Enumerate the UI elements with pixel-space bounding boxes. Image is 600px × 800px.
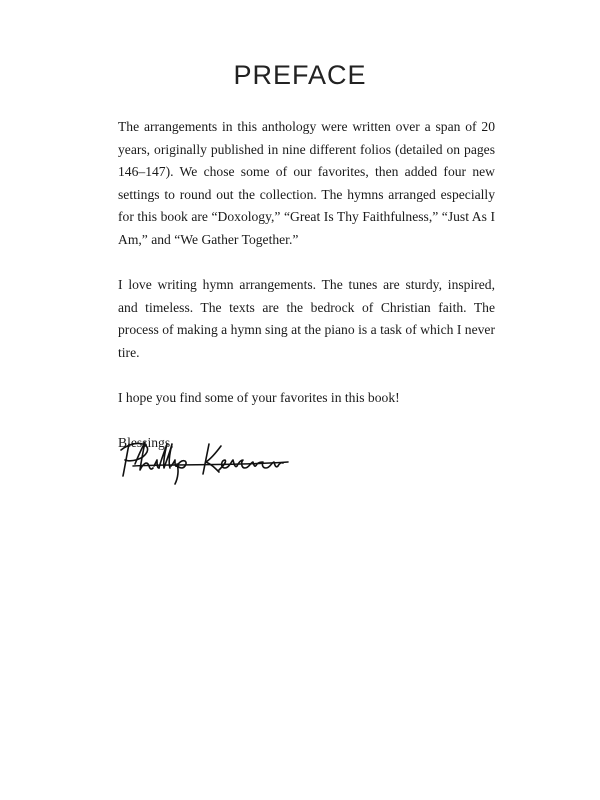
paragraph-3: I hope you find some of your favorites in this book! xyxy=(118,390,400,406)
page-title: PREFACE xyxy=(233,60,367,90)
closing-salutation: Blessings, xyxy=(118,435,174,451)
preface-body xyxy=(118,116,495,478)
handwritten-signature xyxy=(113,436,293,486)
paragraph-2: I love writing hymn arrangements. The tunes are sturdy, inspired, and timeless. The texts are the bedrock of Christian faith. The process of making a hymn sing at the piano is a task of which I never tire. xyxy=(118,277,495,360)
paragraph-1: The arrangements in this anthology were written over a span of 20 years, originally published in nine different folios (detailed on pages 146–147). We chose some of our favorites, then added four new settings to round out the collection. The hymns arranged especially for this book are “Doxology,” “Great Is Thy Faithfulness,” “Just As I Am,” and “We Gather Together.” xyxy=(118,119,495,247)
